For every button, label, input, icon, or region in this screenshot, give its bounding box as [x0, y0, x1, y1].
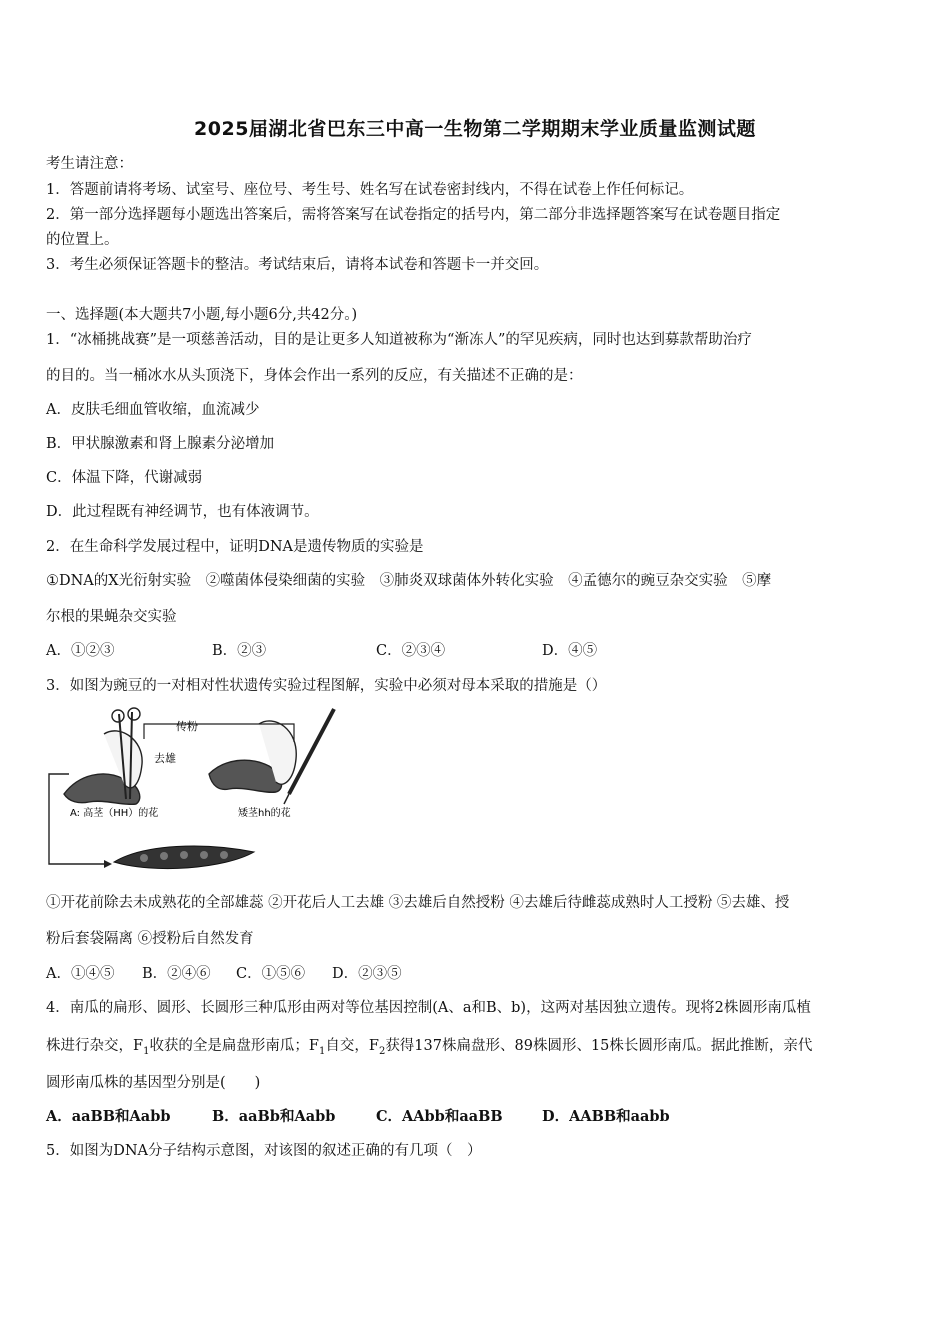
q2-option-c: C．②③④	[376, 643, 446, 659]
notice-item-2-cont: 的位置上。	[46, 232, 119, 248]
pea-cross-illustration	[44, 704, 344, 874]
q2-option-a: A．①②③	[46, 643, 115, 659]
q4-stem-line3: 圆形南瓜株的基因型分别是( )	[46, 1075, 261, 1091]
notice-item-3: 3．考生必须保证答题卡的整洁。考试结束后，请将本试卷和答题卡一并交回。	[46, 257, 549, 273]
label-tall-flower: A: 高茎（HH）的花	[70, 808, 159, 819]
q2-items-line2: 尔根的果蝇杂交实验	[46, 609, 177, 625]
q1-stem-line2: 的目的。当一桶冰水从头顶浇下，身体会作出一系列的反应，有关描述不正确的是：	[46, 368, 583, 384]
notice-item-2: 2．第一部分选择题每小题选出答案后，需将答案写在试卷指定的括号内，第二部分非选择题答案写在试卷题目指定	[46, 207, 781, 223]
q3-option-d: D．②③⑤	[332, 966, 402, 982]
tall-flower-drawing	[64, 708, 142, 804]
q1-option-b: B．甲状腺激素和肾上腺素分泌增加	[46, 436, 275, 452]
q3-items-line2: 粉后套袋隔离 ⑥授粉后自然发育	[46, 931, 254, 947]
q5-stem: 5．如图为DNA分子结构示意图，对该图的叙述正确的有几项（ ）	[46, 1143, 482, 1159]
q4-sub-2: 1	[319, 1045, 326, 1057]
q3-items-line1: ①开花前除去未成熟花的全部雄蕊 ②开花后人工去雄 ③去雄后自然授粉 ④去雄后待雌蕊成熟时人工授粉 ⑤去雄、授	[46, 895, 790, 911]
q4-option-a: A．aaBB和Aabb	[46, 1108, 171, 1125]
notice-item-1: 1．答题前请将考场、试室号、座位号、考生号、姓名写在试卷密封线内，不得在试卷上作任何标记。	[46, 182, 694, 198]
q1-option-c: C．体温下降，代谢减弱	[46, 470, 203, 486]
pea-pod-drawing	[114, 846, 254, 869]
q3-option-b: B．②④⑥	[142, 966, 211, 982]
q2-stem: 2．在生命科学发展过程中，证明DNA是遗传物质的实验是	[46, 539, 424, 555]
q4-line2-part1: 株进行杂交，F	[46, 1038, 144, 1054]
q3-option-a: A．①④⑤	[46, 966, 115, 982]
q4-stem-line1: 4．南瓜的扁形、圆形、长圆形三种瓜形由两对等位基因控制(A、a和B、b)，这两对基因独立遗传。现将2株圆形南瓜植	[46, 1000, 811, 1016]
label-emasculate: 去雄	[154, 752, 176, 765]
q1-option-d: D．此过程既有神经调节，也有体液调节。	[46, 504, 319, 520]
q4-option-b: B．aaBb和Aabb	[212, 1108, 336, 1125]
q4-stem-line2	[46, 1034, 812, 1057]
q1-option-a: A．皮肤毛细血管收缩，血流减少	[46, 402, 260, 418]
q1-stem-line1: 1．“冰桶挑战赛”是一项慈善活动，目的是让更多人知道被称为“渐冻人”的罕见疾病，同时也达到募款帮助治疗	[46, 332, 752, 348]
q4-sub-3: 2	[378, 1045, 386, 1057]
q2-option-b: B．②③	[212, 643, 267, 659]
q2-option-d: D．④⑤	[542, 643, 598, 659]
notice-heading: 考生请注意：	[46, 156, 133, 172]
section-heading: 一、选择题(本大题共7小题,每小题6分,共42分。)	[46, 307, 358, 323]
arrow-head	[104, 860, 112, 868]
short-flower-drawing	[209, 709, 334, 804]
q3-option-c: C．①⑤⑥	[236, 966, 306, 982]
pea-cross-diagram	[44, 704, 344, 874]
q4-option-c: C．AAbb和aaBB	[376, 1108, 503, 1125]
q2-items-line1: ①DNA的X光衍射实验 ②噬菌体侵染细菌的实验 ③肺炎双球菌体外转化实验 ④孟德尔的豌豆杂交实验 ⑤摩	[46, 573, 772, 589]
q4-sub-1: 1	[143, 1045, 150, 1057]
q3-stem: 3．如图为豌豆的一对相对性状遗传实验过程图解，实验中必须对母本采取的措施是（）	[46, 678, 607, 694]
q4-line2-part3: 自交，F	[325, 1038, 379, 1054]
page-title: 2025届湖北省巴东三中高一生物第二学期期末学业质量监测试题	[194, 118, 756, 140]
label-short-flower: 矮茎hh的花	[238, 808, 291, 819]
q4-line2-part2: 收获的全是扁盘形南瓜；F	[149, 1038, 319, 1054]
label-pollinate: 传粉	[176, 720, 198, 733]
q4-option-d: D．AABB和aabb	[542, 1108, 670, 1125]
q4-line2-part4: 获得137株扁盘形、89株圆形、15株长圆形南瓜。据此推断，亲代	[385, 1038, 813, 1054]
